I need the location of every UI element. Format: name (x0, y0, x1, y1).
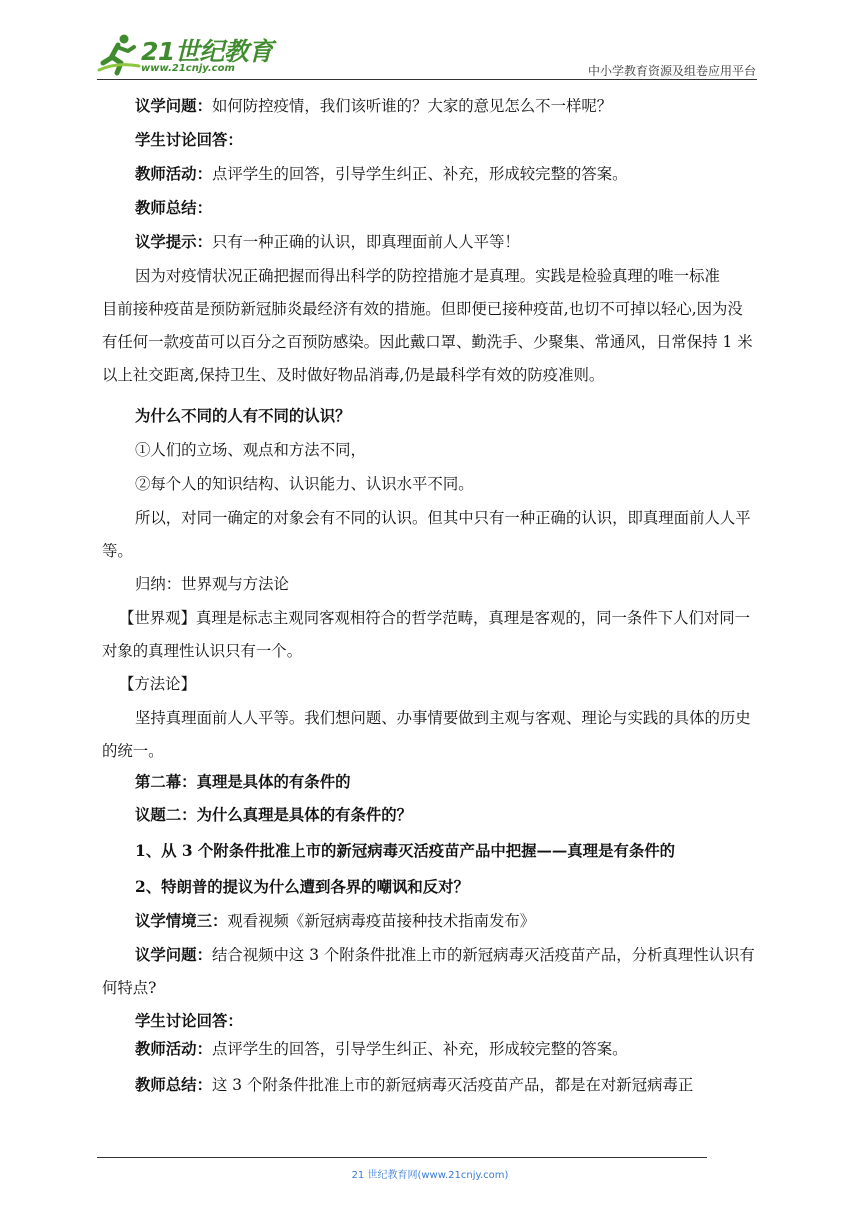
paragraph: 因为对疫情状况正确把握而得出科学的防控措施才是真理。实践是检验真理的唯一标准 (135, 267, 720, 285)
paragraph: ①人们的立场、观点和方法不同， (135, 441, 366, 459)
runner-logo-icon (97, 32, 141, 76)
header-tagline: 中小学教育资源及组卷应用平台 (587, 64, 756, 78)
paragraph: 教师总结： (135, 199, 212, 217)
paragraph: 2、特朗普的提议为什么遭到各界的嘲讽和反对？ (135, 878, 469, 896)
paragraph: ②每个人的知识结构、认识能力、认识水平不同。 (135, 475, 474, 493)
section-heading: 第二幕：真理是具体的有条件的 (135, 773, 351, 791)
logo (97, 32, 273, 78)
footer-text: 21 世纪教育网(www.21cnjy.com) (351, 1170, 509, 1181)
header-divider (97, 79, 757, 80)
footer-divider (97, 1157, 707, 1158)
page-header (0, 0, 860, 80)
paragraph: 所以，对同一确定的对象会有不同的认识。但其中只有一种正确的认识，即真理面前人人平等。 (102, 509, 751, 560)
logo-title: 21世纪教育 (141, 37, 273, 66)
paragraph: 【方法论】 (119, 675, 196, 693)
paragraph: 1、从 3 个附条件批准上市的新冠病毒灭活疫苗产品中把握——真理是有条件的 (135, 842, 676, 860)
paragraph: 教师总结：这 3 个附条件批准上市的新冠病毒灭活疫苗产品，都是在对新冠病毒正 (135, 1076, 694, 1094)
paragraph: 学生讨论回答： (135, 1012, 243, 1030)
paragraph: 目前接种疫苗是预防新冠肺炎最经济有效的措施。但即便已接种疫苗,也切不可掉以轻心,因为没有任何一款疫苗可以百分之百预防感染。因此戴口罩、勤洗手、少聚集、常通风，日常保持 1 米以上社交距离,保持卫生、及时做好物品消毒,仍是最科学有效的防疫准则。 (102, 300, 753, 384)
paragraph: 【世界观】真理是标志主观同客观相符合的哲学范畴，真理是客观的，同一条件下人们对同一对象的真理性认识只有一个。 (102, 609, 751, 660)
logo-url: www.21cnjy.com (141, 63, 235, 74)
document-body (102, 96, 758, 1095)
paragraph: 教师活动：点评学生的回答，引导学生纠正、补充，形成较完整的答案。 (135, 1040, 628, 1058)
paragraph: 议学问题：如何防控疫情，我们该听谁的？大家的意见怎么不一样呢？ (135, 97, 613, 115)
paragraph: 议学问题：结合视频中这 3 个附条件批准上市的新冠病毒灭活疫苗产品，分析真理性认识有何特点? (102, 946, 755, 997)
paragraph: 归纳：世界观与方法论 (135, 575, 289, 593)
paragraph: 为什么不同的人有不同的认识？ (135, 407, 351, 425)
paragraph: 议学情境三：观看视频《新冠病毒疫苗接种技术指南发布》 (135, 912, 536, 930)
paragraph: 教师活动：点评学生的回答，引导学生纠正、补充，形成较完整的答案。 (135, 165, 628, 183)
paragraph: 坚持真理面前人人平等。我们想问题、办事情要做到主观与客观、理论与实践的具体的历史的统一。 (102, 709, 751, 760)
paragraph: 学生讨论回答： (135, 131, 243, 149)
section-heading: 议题二：为什么真理是具体的有条件的？ (135, 806, 413, 824)
paragraph: 议学提示：只有一种正确的认识，即真理面前人人平等！ (135, 233, 520, 251)
